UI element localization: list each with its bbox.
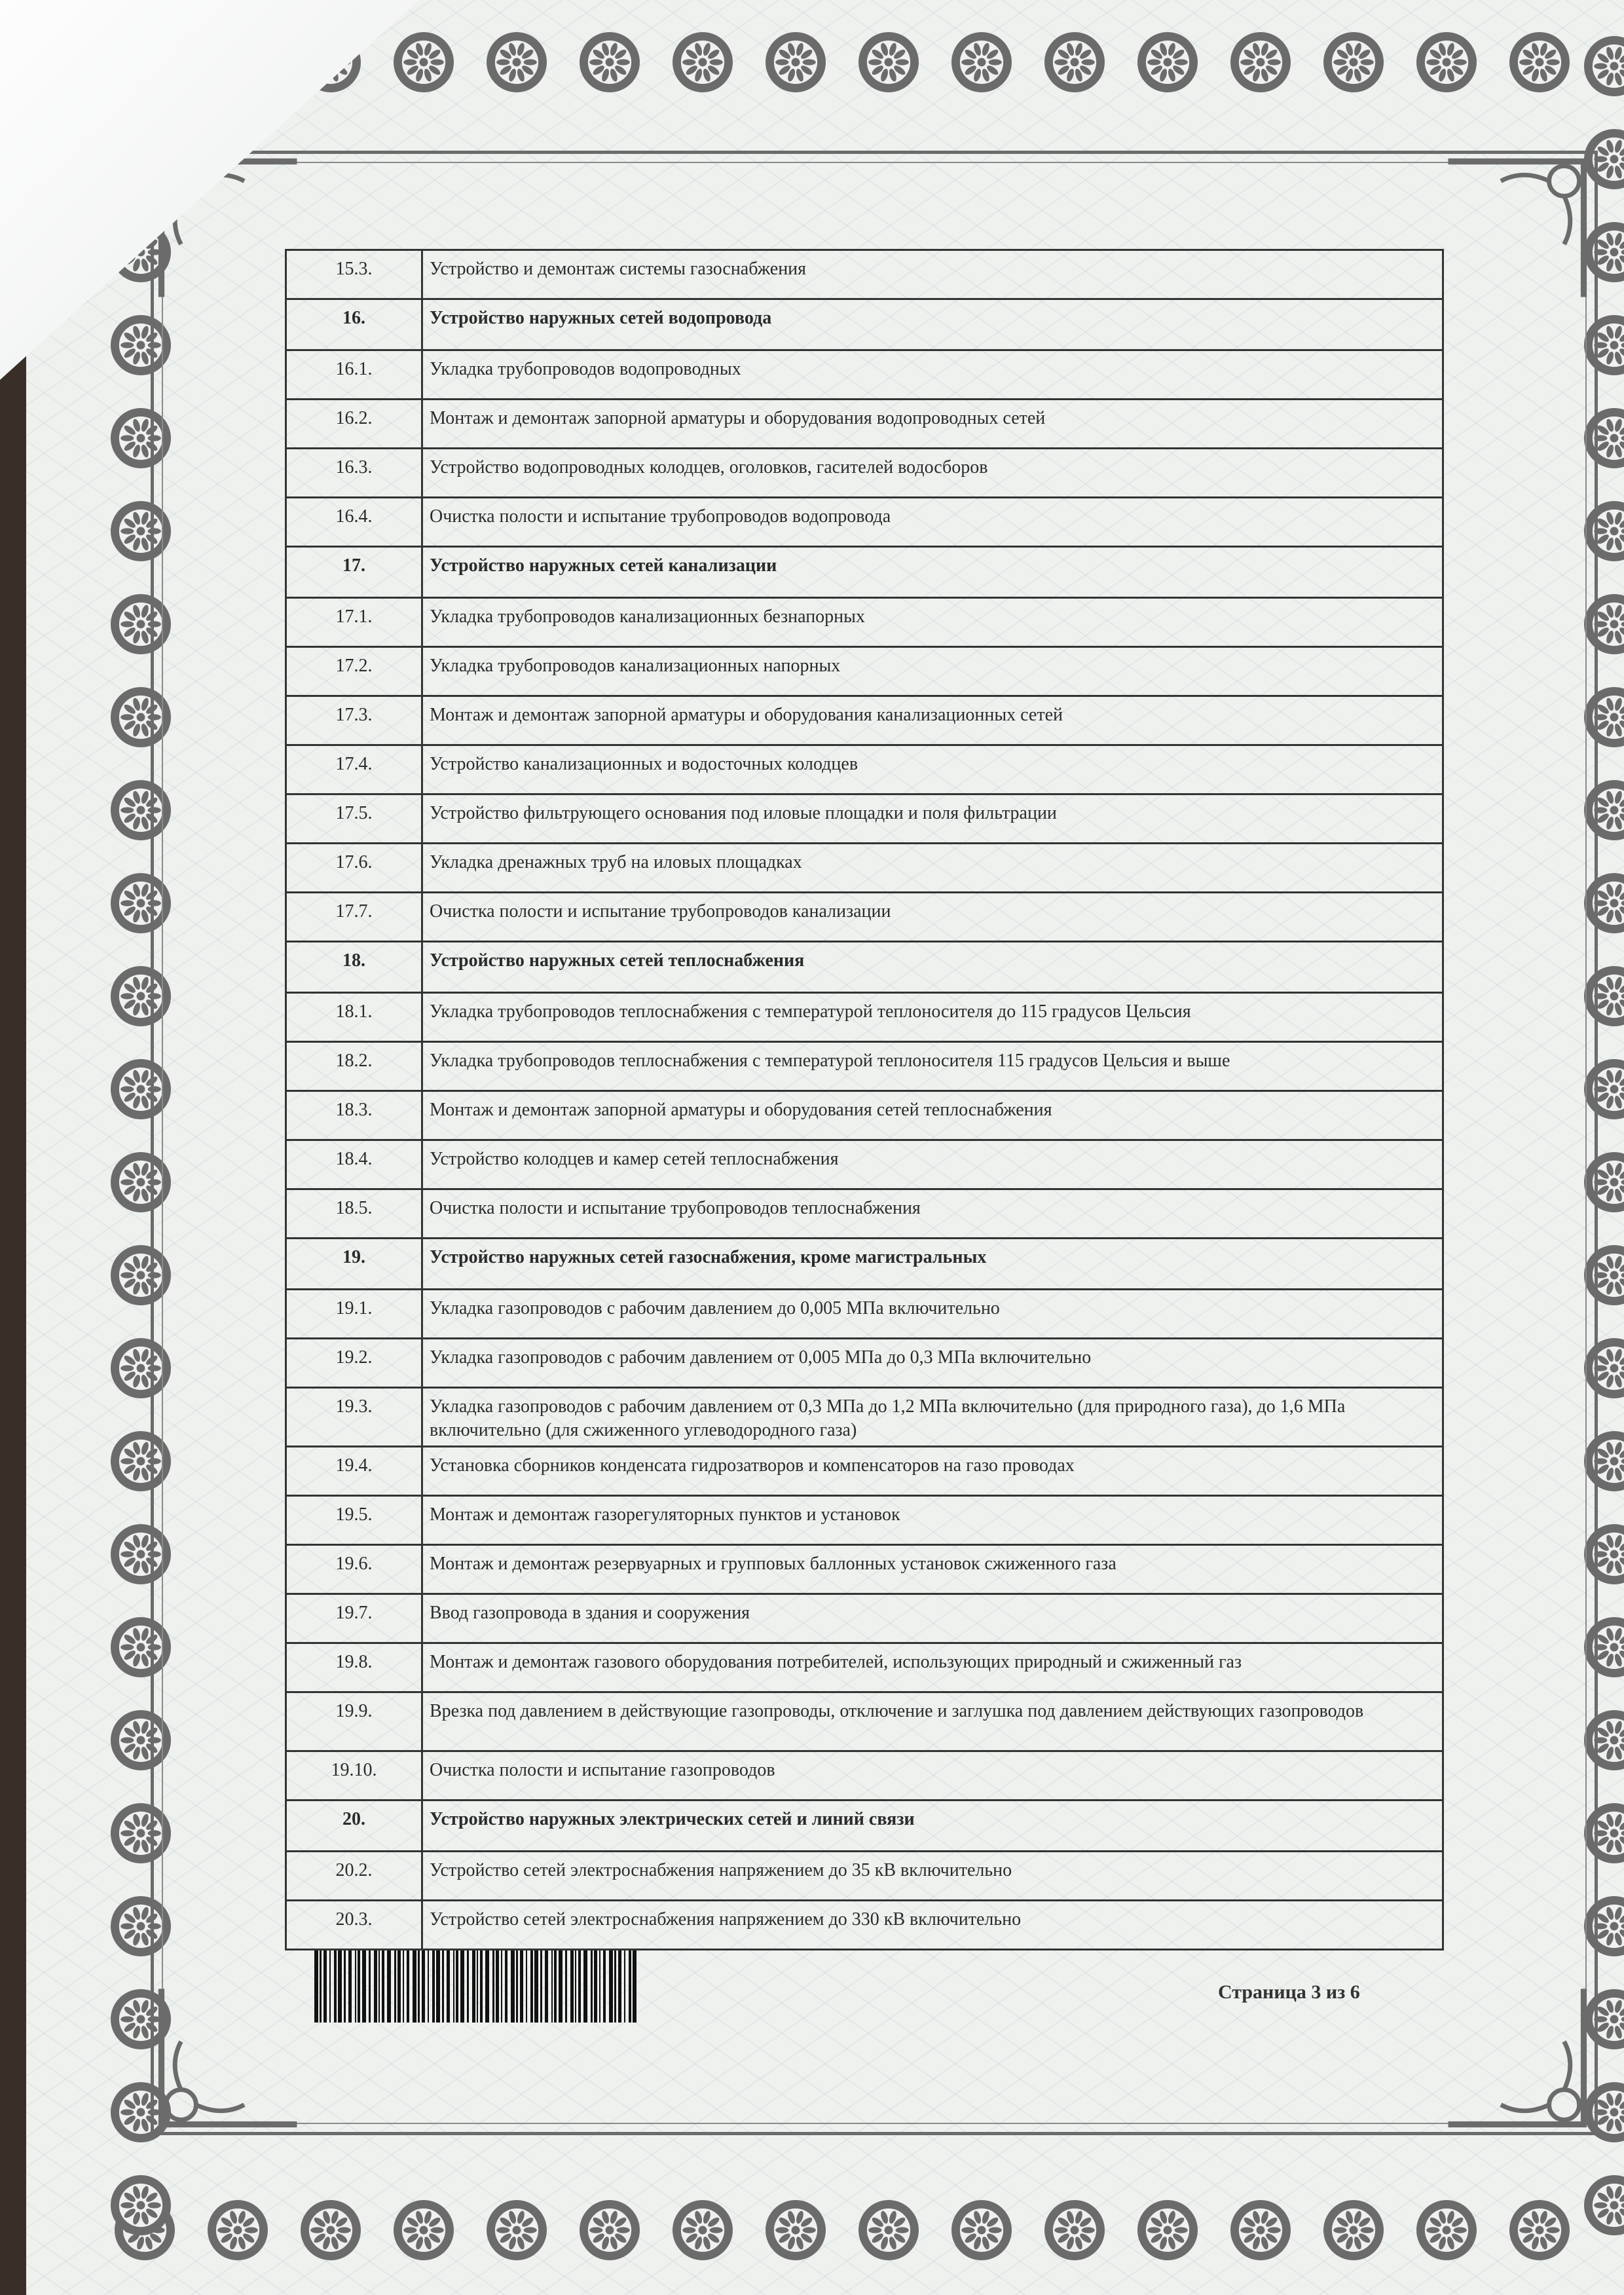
- table-row: [286, 1692, 1443, 1751]
- row-number: 19.7.: [286, 1594, 422, 1643]
- rosette-ornament: [301, 2200, 361, 2260]
- row-number: 17.1.: [286, 598, 422, 647]
- table-row: [286, 696, 1443, 745]
- row-number: 19.2.: [286, 1339, 422, 1388]
- table-row: [286, 1751, 1443, 1801]
- row-description: Монтаж и демонтаж газорегуляторных пунктов и установок: [422, 1496, 1443, 1545]
- row-description: Монтаж и демонтаж резервуарных и групповых баллонных установок сжиженного газа: [422, 1545, 1443, 1594]
- section-row: [286, 1239, 1443, 1290]
- corner-ornament-bottom-right: [1441, 1981, 1591, 2132]
- row-number: 18.2.: [286, 1042, 422, 1091]
- table-row: [286, 794, 1443, 844]
- rosette-ornament: [394, 2200, 454, 2260]
- row-number: 19.10.: [286, 1751, 422, 1801]
- table-row: [286, 598, 1443, 647]
- rosette-ornament: [580, 32, 640, 92]
- row-description: Укладка газопроводов с рабочим давлением от 0,3 МПа до 1,2 МПа включительно (для природного газа), до 1,6 МПа включительно (для сжиженного углеводородного газа): [422, 1388, 1443, 1447]
- table-row: [286, 400, 1443, 449]
- rosette-ornament: [1416, 2200, 1477, 2260]
- row-number: 17.5.: [286, 794, 422, 844]
- row-number: 18.: [286, 942, 422, 993]
- row-description: Укладка трубопроводов канализационных безнапорных: [422, 598, 1443, 647]
- row-description: Монтаж и демонтаж запорной арматуры и оборудования сетей теплоснабжения: [422, 1091, 1443, 1140]
- row-number: 17.2.: [286, 647, 422, 696]
- table-row: [286, 1388, 1443, 1447]
- row-description: Устройство и демонтаж системы газоснабжения: [422, 250, 1443, 299]
- table-row: [286, 1852, 1443, 1901]
- rosette-ornament: [580, 2200, 640, 2260]
- table-row: [286, 1496, 1443, 1545]
- section-row: [286, 1801, 1443, 1852]
- row-description: Очистка полости и испытание трубопроводов теплоснабжения: [422, 1189, 1443, 1239]
- rosette-ornament: [858, 32, 919, 92]
- rosette-ornament: [1323, 32, 1384, 92]
- table-row: [286, 449, 1443, 498]
- table-row: [286, 498, 1443, 547]
- table-row: [286, 1042, 1443, 1091]
- rosette-ornament: [1509, 2200, 1570, 2260]
- rosette-ornament: [394, 32, 454, 92]
- rosette-ornament: [1584, 2175, 1624, 2235]
- rosette-ornament: [1044, 32, 1105, 92]
- table-row: [286, 1339, 1443, 1388]
- row-description: Укладка газопроводов с рабочим давлением до 0,005 МПа включительно: [422, 1290, 1443, 1339]
- row-description: Устройство канализационных и водосточных колодцев: [422, 745, 1443, 794]
- row-number: 17.7.: [286, 893, 422, 942]
- table-row: [286, 1643, 1443, 1692]
- table-row: [286, 1290, 1443, 1339]
- row-number: 19.8.: [286, 1643, 422, 1692]
- row-number: 19.1.: [286, 1290, 422, 1339]
- section-row: [286, 942, 1443, 993]
- rosette-ornament: [1509, 32, 1570, 92]
- row-number: 16.: [286, 299, 422, 350]
- row-number: 19.: [286, 1239, 422, 1290]
- row-description: Укладка трубопроводов канализационных напорных: [422, 647, 1443, 696]
- row-number: 19.9.: [286, 1692, 422, 1751]
- row-description: Очистка полости и испытание газопроводов: [422, 1751, 1443, 1801]
- table-row: [286, 1140, 1443, 1189]
- table-row: [286, 1447, 1443, 1496]
- row-description: Укладка газопроводов с рабочим давлением от 0,005 МПа до 0,3 МПа включительно: [422, 1339, 1443, 1388]
- row-description: Врезка под давлением в действующие газопроводы, отключение и заглушка под давлением действующих газопроводов: [422, 1692, 1443, 1751]
- row-number: 17.4.: [286, 745, 422, 794]
- barcode: [314, 1950, 642, 2023]
- section-row: [286, 299, 1443, 350]
- rosette-ornament: [1230, 2200, 1291, 2260]
- row-description: Ввод газопровода в здания и сооружения: [422, 1594, 1443, 1643]
- rosette-ornament: [1416, 32, 1477, 92]
- row-number: 17.6.: [286, 844, 422, 893]
- row-description: Устройство сетей электроснабжения напряжением до 35 кВ включительно: [422, 1852, 1443, 1901]
- row-number: 20.: [286, 1801, 422, 1852]
- rosette-ornament: [766, 2200, 826, 2260]
- table-row: [286, 993, 1443, 1042]
- row-number: 15.3.: [286, 250, 422, 299]
- rosette-ornament: [951, 2200, 1012, 2260]
- corner-ornament-bottom-left: [154, 1981, 304, 2132]
- row-number: 19.3.: [286, 1388, 422, 1447]
- row-number: 19.5.: [286, 1496, 422, 1545]
- row-number: 20.2.: [286, 1852, 422, 1901]
- table-row: [286, 844, 1443, 893]
- row-description: Устройство наружных сетей теплоснабжения: [422, 942, 1443, 993]
- row-number: 18.1.: [286, 993, 422, 1042]
- rosette-ornament: [858, 2200, 919, 2260]
- row-description: Устройство колодцев и камер сетей теплоснабжения: [422, 1140, 1443, 1189]
- row-description: Укладка трубопроводов теплоснабжения с температурой теплоносителя 115 градусов Цельсия и выше: [422, 1042, 1443, 1091]
- row-number: 19.6.: [286, 1545, 422, 1594]
- row-number: 20.3.: [286, 1901, 422, 1950]
- row-number: 17.: [286, 547, 422, 598]
- table-row: [286, 1594, 1443, 1643]
- row-description: Укладка трубопроводов теплоснабжения с температурой теплоносителя до 115 градусов Цельсия: [422, 993, 1443, 1042]
- work-types-table: [285, 249, 1444, 1950]
- row-number: 18.5.: [286, 1189, 422, 1239]
- row-description: Устройство водопроводных колодцев, оголовков, гасителей водосборов: [422, 449, 1443, 498]
- rosette-ornament: [951, 32, 1012, 92]
- table-row: [286, 1901, 1443, 1950]
- row-number: 16.2.: [286, 400, 422, 449]
- row-description: Монтаж и демонтаж запорной арматуры и оборудования канализационных сетей: [422, 696, 1443, 745]
- rosette-ornament: [1137, 32, 1198, 92]
- row-description: Устройство наружных электрических сетей и линий связи: [422, 1801, 1443, 1852]
- certificate-sheet: [26, 0, 1624, 2295]
- table-row: [286, 1545, 1443, 1594]
- rosette-ornament: [487, 2200, 547, 2260]
- rosette-ornament: [673, 32, 733, 92]
- corner-ornament-top-right: [1441, 154, 1591, 305]
- rosette-ornament: [766, 32, 826, 92]
- table-row: [286, 745, 1443, 794]
- row-description: Укладка трубопроводов водопроводных: [422, 350, 1443, 400]
- row-description: Очистка полости и испытание трубопроводов водопровода: [422, 498, 1443, 547]
- rosette-ornament: [1323, 2200, 1384, 2260]
- row-description: Устройство фильтрующего основания под иловые площадки и поля фильтрации: [422, 794, 1443, 844]
- rosette-ornament: [1584, 36, 1624, 96]
- work-types-table-container: [285, 249, 1444, 1950]
- rosette-ornament: [1044, 2200, 1105, 2260]
- section-row: [286, 547, 1443, 598]
- table-row: [286, 1091, 1443, 1140]
- row-number: 17.3.: [286, 696, 422, 745]
- rosette-ornament: [208, 2200, 268, 2260]
- row-number: 18.3.: [286, 1091, 422, 1140]
- row-description: Монтаж и демонтаж газового оборудования потребителей, использующих природный и сжиженный газ: [422, 1643, 1443, 1692]
- row-description: Укладка дренажных труб на иловых площадках: [422, 844, 1443, 893]
- row-number: 16.3.: [286, 449, 422, 498]
- row-description: Устройство наружных сетей канализации: [422, 547, 1443, 598]
- table-row: [286, 1189, 1443, 1239]
- rosette-ornament: [673, 2200, 733, 2260]
- row-description: Монтаж и демонтаж запорной арматуры и оборудования водопроводных сетей: [422, 400, 1443, 449]
- row-description: Устройство наружных сетей газоснабжения, кроме магистральных: [422, 1239, 1443, 1290]
- table-row: [286, 250, 1443, 299]
- rosette-ornament: [487, 32, 547, 92]
- row-description: Устройство наружных сетей водопровода: [422, 299, 1443, 350]
- rosette-ornament: [111, 2175, 171, 2235]
- row-description: Очистка полости и испытание трубопроводов канализации: [422, 893, 1443, 942]
- row-number: 18.4.: [286, 1140, 422, 1189]
- rosette-ornament: [1137, 2200, 1198, 2260]
- row-number: 16.1.: [286, 350, 422, 400]
- row-description: Устройство сетей электроснабжения напряжением до 330 кВ включительно: [422, 1901, 1443, 1950]
- table-row: [286, 647, 1443, 696]
- row-description: Установка сборников конденсата гидрозатворов и компенсаторов на газо проводах: [422, 1447, 1443, 1496]
- row-number: 16.4.: [286, 498, 422, 547]
- table-row: [286, 893, 1443, 942]
- table-row: [286, 350, 1443, 400]
- ornament-band-bottom: [98, 2188, 1624, 2273]
- page-number: Страница 3 из 6: [1218, 1981, 1360, 2003]
- rosette-ornament: [1230, 32, 1291, 92]
- row-number: 19.4.: [286, 1447, 422, 1496]
